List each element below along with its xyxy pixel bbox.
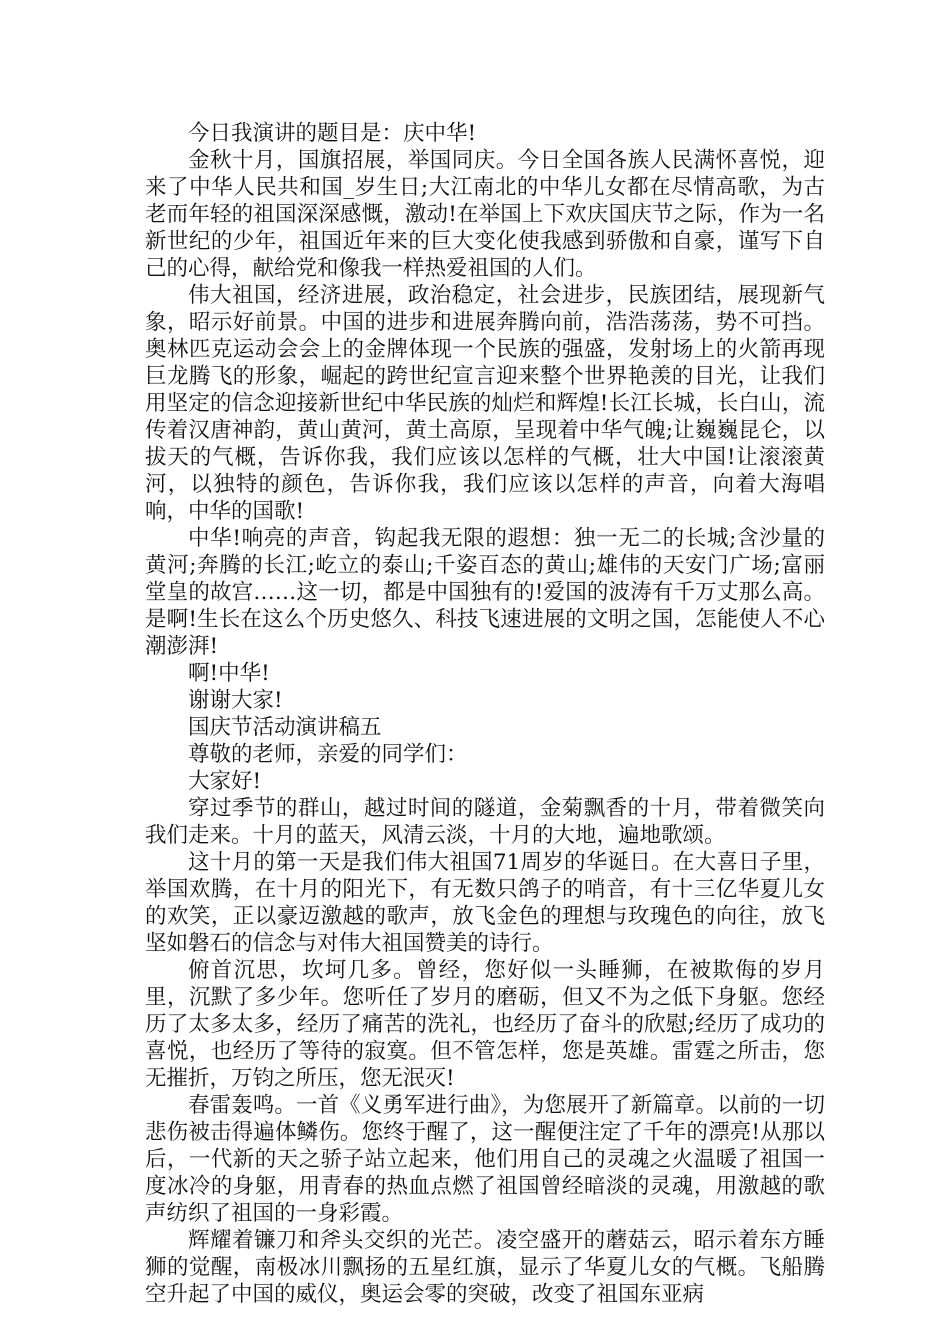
paragraph: 俯首沉思，坎坷几多。曾经，您好似一头睡狮，在被欺侮的岁月里，沉默了多少年。您听任了岁月的磨砺，但又不为之低下身躯。您经历了太多太多，经历了痛苦的洗礼，也经历了奋斗的欣慰;经历了成功的喜悦，也经历了等待的寂寞。但不管怎样，您是英雄。雷霆之所击，您无摧折，万钧之所压，您无泯灭! — [145, 958, 825, 1091]
paragraph: 伟大祖国，经济进展，政治稳定，社会进步，民族团结，展现新气象，昭示好前景。中国的进步和进展奔腾向前，浩浩荡荡，势不可挡。奥林匹克运动会会上的金牌体现一个民族的强盛，发射场上的火箭再现巨龙腾飞的形象，崛起的跨世纪宣言迎来整个世界艳羡的目光，让我们用坚定的信念迎接新世纪中华民族的灿烂和辉煌!长江长城，长白山，流传着汉唐神韵，黄山黄河，黄土高原，呈现着中华气魄;让巍巍昆仑，以拔天的气概，告诉你我，我们应该以怎样的气概，壮大中国!让滚滚黄河，以独特的颜色，告诉你我，我们应该以怎样的声音，向着大海唱响，中华的国歌! — [145, 283, 825, 524]
paragraph: 辉耀着镰刀和斧头交织的光芒。凌空盛开的蘑菇云，昭示着东方睡狮的觉醒，南极冰川飘扬的五星红旗，显示了华夏儿女的气概。飞船腾空升起了中国的威仪，奥运会零的突破，改变了祖国东亚病 — [145, 1228, 825, 1307]
document-body — [145, 120, 825, 1308]
paragraph: 穿过季节的群山，越过时间的隧道，金菊飘香的十月，带着微笑向我们走来。十月的蓝天，风清云淡，十月的大地，遍地歌颂。 — [145, 796, 825, 848]
paragraph: 中华!响亮的声音，钩起我无限的遐想：独一无二的长城;含沙量的黄河;奔腾的长江;屹立的泰山;千姿百态的黄山;雄伟的天安门广场;富丽堂皇的故宫……这一切，都是中国独有的!爱国的波涛有千万丈那么高。是啊!生长在这么个历史悠久、科技飞速进展的文明之国，怎能使人不心潮澎湃! — [145, 526, 825, 659]
section-heading: 国庆节活动演讲稿五 — [188, 715, 382, 740]
salutation: 尊敬的老师，亲爱的同学们： — [188, 742, 468, 767]
paragraph: 啊!中华! — [188, 661, 270, 686]
paragraph: 这十月的第一天是我们伟大祖国71周岁的华诞日。在大喜日子里，举国欢腾，在十月的阳光下，有无数只鸽子的哨音，有十三亿华夏儿女的欢笑，正以豪迈激越的歌声，放飞金色的理想与玫瑰色的向往，放飞坚如磐石的信念与对伟大祖国赞美的诗行。 — [145, 850, 825, 956]
greeting: 大家好! — [188, 769, 262, 794]
paragraph-speech-title: 今日我演讲的题目是：庆中华! — [188, 121, 477, 146]
paragraph: 春雷轰鸣。一首《义勇军进行曲》，为您展开了新篇章。以前的一切悲伤被击得遍体鳞伤。您终于醒了，这一醒便注定了千年的漂亮!从那以后，一代新的天之骄子站立起来，他们用自己的灵魂之火温暖了祖国一度冰冷的身躯，用青春的热血点燃了祖国曾经暗淡的灵魂，用激越的歌声纺织了祖国的一身彩霞。 — [145, 1093, 825, 1226]
paragraph: 谢谢大家! — [188, 688, 283, 713]
paragraph: 金秋十月，国旗招展，举国同庆。今日全国各族人民满怀喜悦，迎来了中华人民共和国_岁生日;大江南北的中华儿女都在尽情高歌，为古老而年轻的祖国深深感慨，激动!在举国上下欢庆国庆节之际，作为一名新世纪的少年，祖国近年来的巨大变化使我感到骄傲和自豪，谨写下自己的心得，献给党和像我一样热爱祖国的人们。 — [145, 148, 825, 281]
